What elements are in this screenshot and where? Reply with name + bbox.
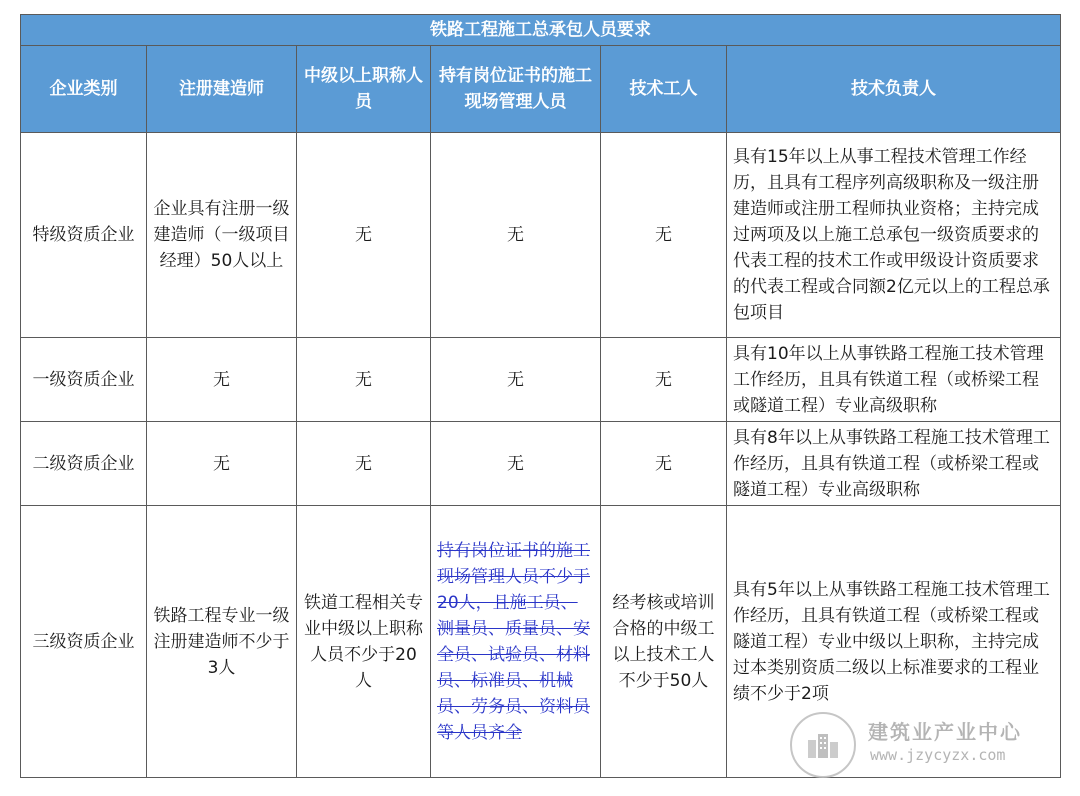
row-title-staff: 无 [297, 133, 431, 338]
row-site-mgmt-struck: 持有岗位证书的施工现场管理人员不少于20人，且施工员、测量员、质量员、安全员、试验员、材料员、标准员、机械员、劳务员、资料员等人员齐全 [431, 506, 601, 778]
table-row [21, 422, 1061, 506]
row-site-mgmt: 无 [431, 338, 601, 422]
row-builder: 无 [147, 338, 297, 422]
header-site-mgmt: 持有岗位证书的施工现场管理人员 [431, 46, 601, 133]
row-category: 一级资质企业 [21, 338, 147, 422]
row-tech-lead: 具有15年以上从事工程技术管理工作经历，且具有工程序列高级职称及一级注册建造师或注册工程师执业资格；主持完成过两项及以上施工总承包一级资质要求的代表工程的技术工作或甲级设计资质要求的代表工程或合同额2亿元以上的工程总承包项目 [727, 133, 1061, 338]
row-builder: 无 [147, 422, 297, 506]
row-tech-lead: 具有10年以上从事铁路工程施工技术管理工作经历，且具有铁道工程（或桥梁工程或隧道工程）专业高级职称 [727, 338, 1061, 422]
header-title-staff: 中级以上职称人员 [297, 46, 431, 133]
watermark [790, 712, 1040, 782]
table-title: 铁路工程施工总承包人员要求 [21, 15, 1061, 46]
table-row [21, 133, 1061, 338]
header-row [21, 46, 1061, 133]
row-tech-lead: 具有8年以上从事铁路工程施工技术管理工作经历，且具有铁道工程（或桥梁工程或隧道工程）专业高级职称 [727, 422, 1061, 506]
watermark-seal [790, 712, 856, 778]
row-workers: 无 [601, 338, 727, 422]
header-tech-lead: 技术负责人 [727, 46, 1061, 133]
header-workers: 技术工人 [601, 46, 727, 133]
row-site-mgmt: 无 [431, 422, 601, 506]
row-category: 特级资质企业 [21, 133, 147, 338]
row-category: 二级资质企业 [21, 422, 147, 506]
row-workers: 无 [601, 133, 727, 338]
row-title-staff: 无 [297, 338, 431, 422]
row-workers: 无 [601, 422, 727, 506]
header-category: 企业类别 [21, 46, 147, 133]
header-builder: 注册建造师 [147, 46, 297, 133]
watermark-name: 建筑业产业中心 [868, 720, 1022, 744]
row-title-staff: 铁道工程相关专业中级以上职称人员不少于20人 [297, 506, 431, 778]
table-row [21, 338, 1061, 422]
row-builder: 铁路工程专业一级注册建造师不少于3人 [147, 506, 297, 778]
row-title-staff: 无 [297, 422, 431, 506]
row-builder: 企业具有注册一级建造师（一级项目经理）50人以上 [147, 133, 297, 338]
building-seal-icon [806, 730, 840, 758]
watermark-url: www.jzycyzx.com [870, 746, 1006, 764]
row-category: 三级资质企业 [21, 506, 147, 778]
row-tech-lead: 具有5年以上从事铁路工程施工技术管理工作经历，且具有铁道工程（或桥梁工程或隧道工程）专业中级以上职称，主持完成过本类别资质二级以上标准要求的工程业绩不少于2项 [727, 506, 1061, 778]
requirements-table [20, 14, 1061, 778]
requirements-table-container [20, 14, 1060, 778]
row-workers: 经考核或培训合格的中级工以上技术工人不少于50人 [601, 506, 727, 778]
row-site-mgmt: 无 [431, 133, 601, 338]
